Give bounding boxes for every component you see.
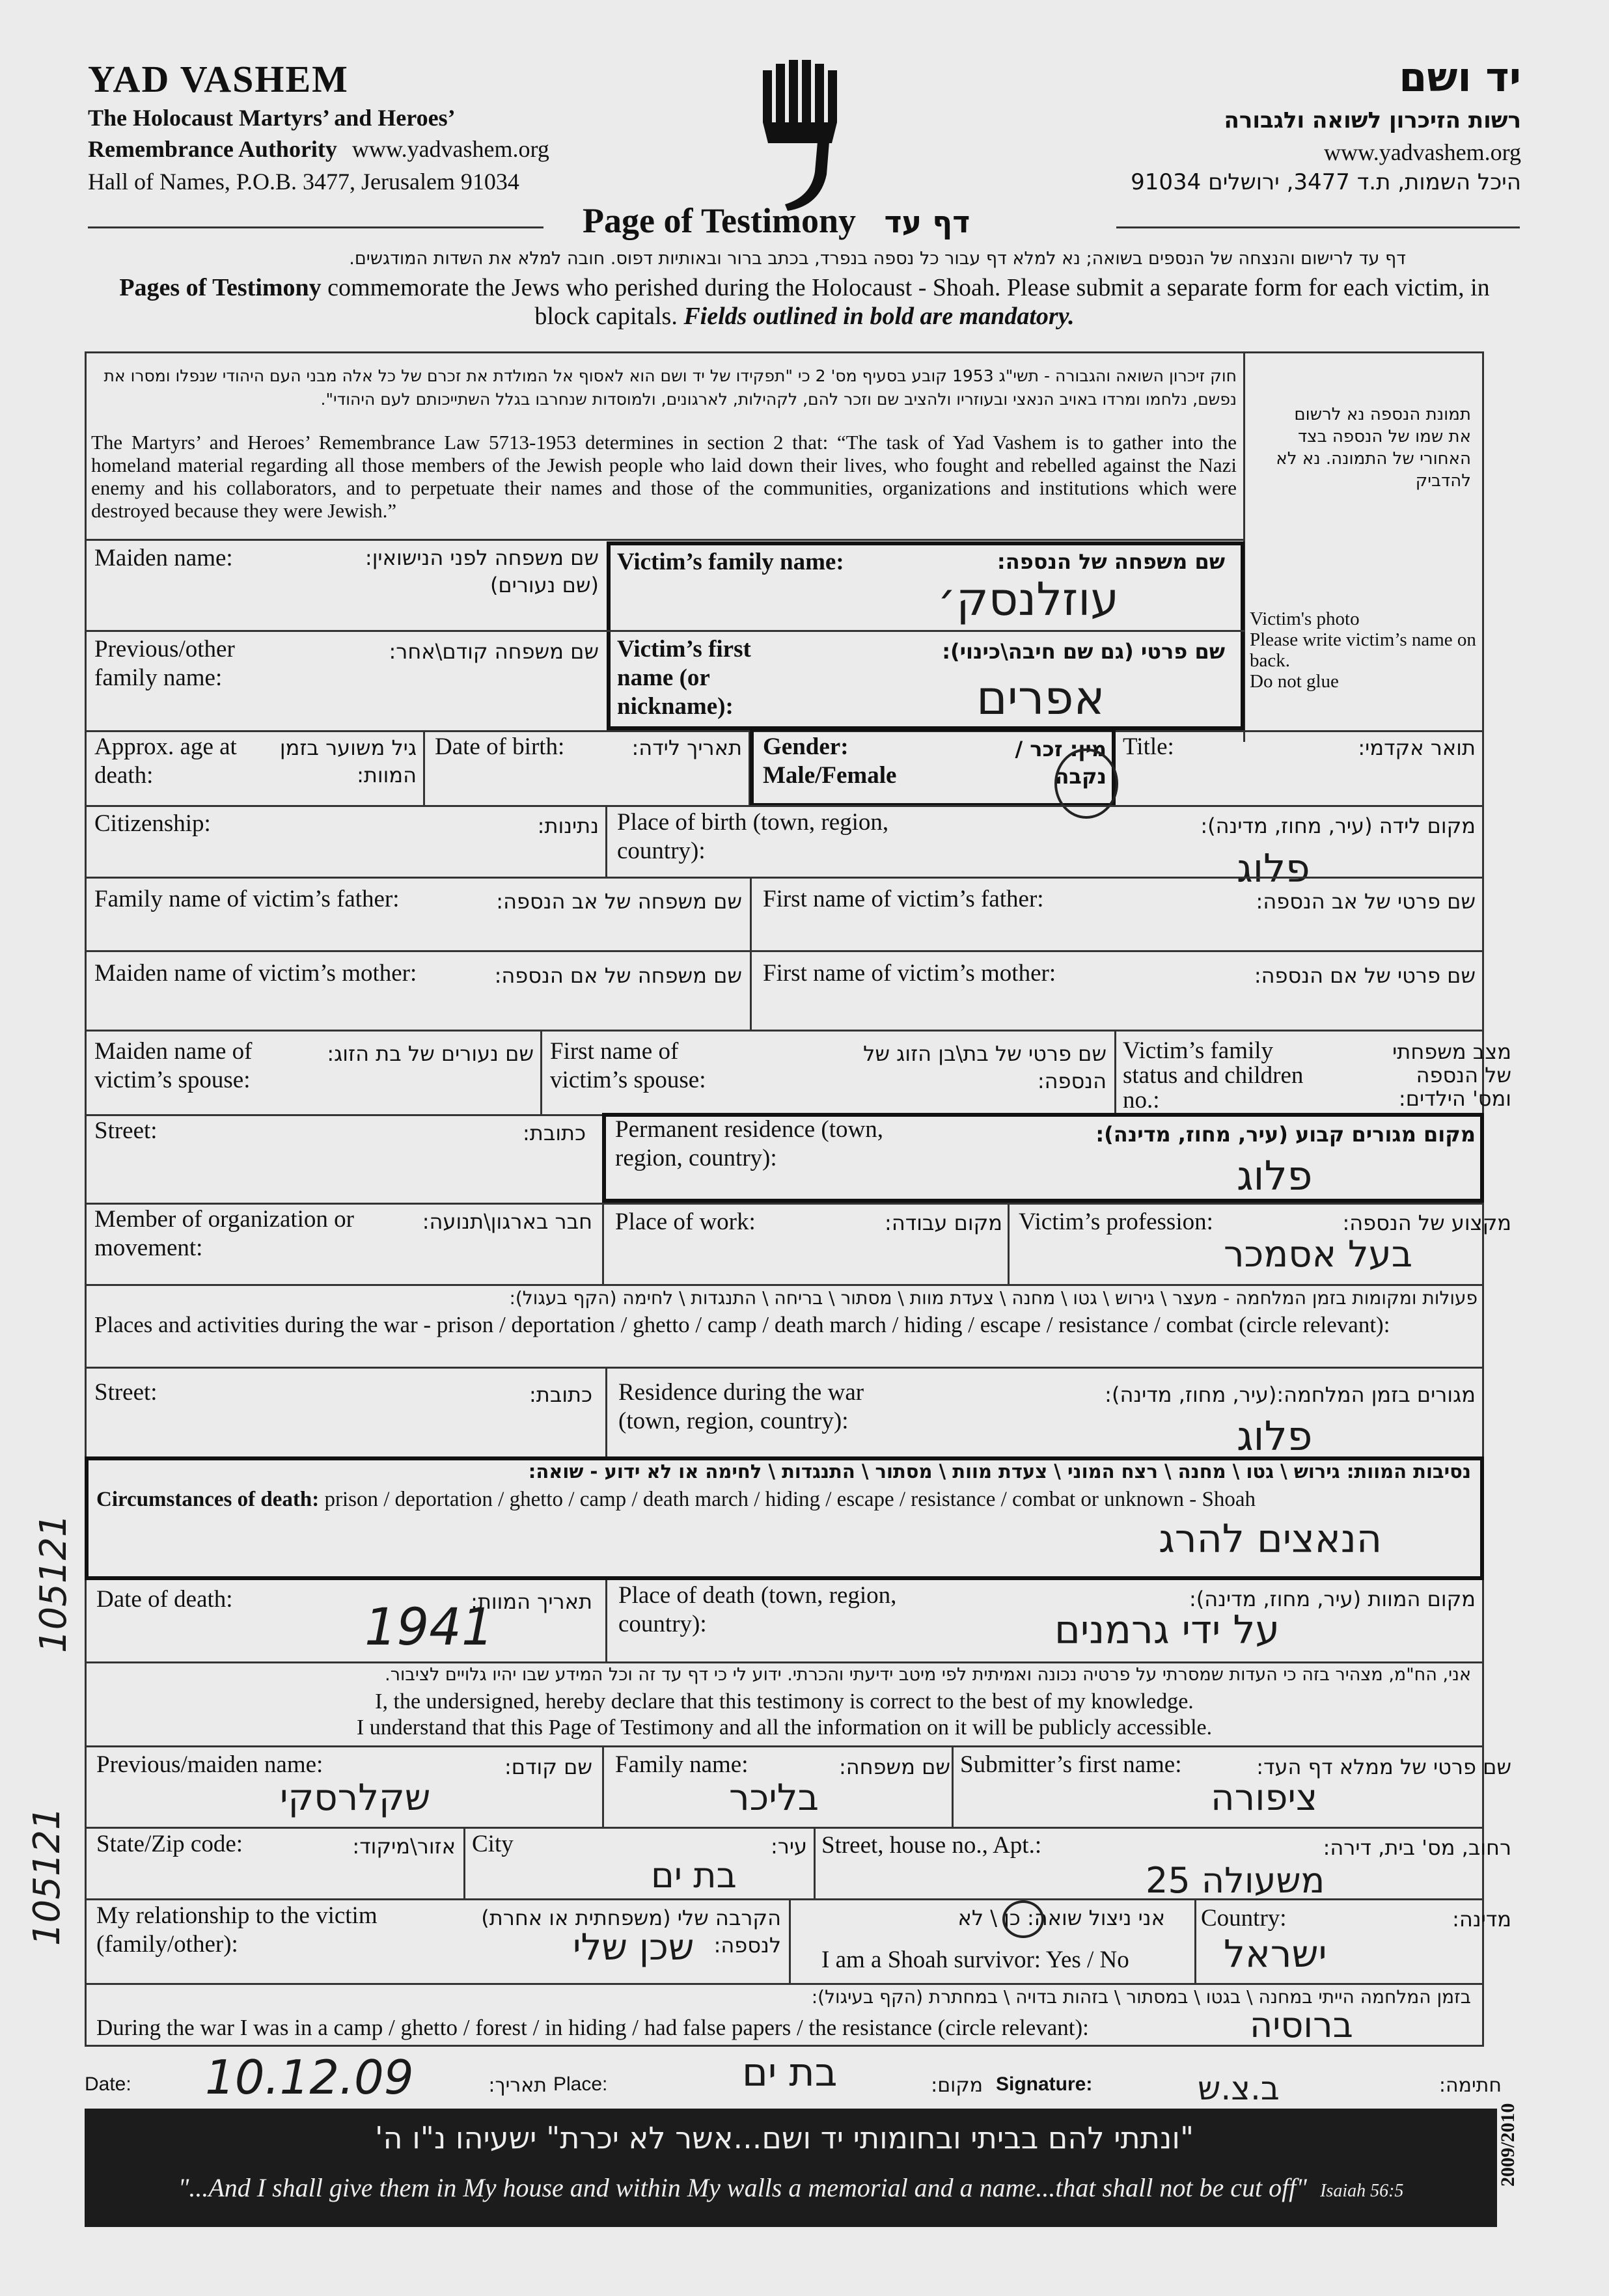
- margin-note-2: 105121: [26, 1807, 68, 1946]
- submitter-family-label: Family name:: [615, 1751, 749, 1778]
- citizenship-label: Citizenship:: [94, 810, 211, 837]
- intro-en: [98, 273, 1511, 331]
- mother-first-label-he: שם פרטי של אם הנספה:: [1254, 963, 1476, 988]
- street-apt-label-he: רחוב, מס' בית, דירה:: [1323, 1835, 1511, 1860]
- page-title-he: דף עד: [884, 204, 970, 239]
- spouse-maiden-label-he: שם נעורים של בת הזוג:: [327, 1041, 534, 1066]
- website-he-side: www.yadvashem.org: [1324, 139, 1521, 165]
- address-he: היכל השמות, ת.ד 3477, ירושלים 91034: [1131, 169, 1521, 195]
- maiden-name-label-he: שם משפחה לפני הנישואין: (שם נעורים): [364, 545, 599, 597]
- profession-label-he: מקצוע של הנספה:: [1342, 1210, 1511, 1235]
- mother-maiden-label: Maiden name of victim’s mother:: [94, 960, 417, 987]
- submitter-first-label: Submitter’s first name:: [960, 1751, 1182, 1778]
- survivor-no-circle: [1002, 1900, 1044, 1938]
- gender-label: Gender: Male/Female: [763, 733, 897, 789]
- survivor-label[interactable]: I am a Shoah survivor: Yes / No: [821, 1947, 1129, 1973]
- state-zip-label: State/Zip code:: [96, 1831, 243, 1857]
- date-label-he: תאריך:: [488, 2074, 547, 2097]
- relationship-value[interactable]: שכן שלי: [573, 1926, 694, 1969]
- places-activities-en[interactable]: Places and activities during the war - prison / deportation / ghetto / camp / death march / hiding / escape / resistance / combat (circle relevant):: [94, 1312, 1390, 1337]
- signature-label-he: חתימה:: [1438, 2074, 1502, 2097]
- victim-first-label-he: שם פרטי (גם שם חיבה\כינוי):: [942, 639, 1225, 664]
- circumstances-en-options: prison / deportation / ghetto / camp / death march / hiding / escape / resistance / combat or unknown - Shoah: [319, 1488, 1256, 1511]
- org-name-he: יד ושם: [1399, 53, 1521, 101]
- submitter-first-value[interactable]: ציפורה: [1211, 1777, 1318, 1819]
- signature-value[interactable]: ב.צ.ש: [1198, 2070, 1280, 2107]
- circumstances-en-label: Circumstances of death:: [96, 1488, 320, 1511]
- place-label: Place:: [553, 2073, 608, 2095]
- profession-value[interactable]: בעל אסמכר: [1224, 1233, 1413, 1276]
- dod-label: Date of death:: [96, 1586, 233, 1613]
- spouse-maiden-label: Maiden name of victim’s spouse:: [94, 1038, 253, 1093]
- address-en: Hall of Names, P.O.B. 3477, Jerusalem 91034: [88, 169, 519, 195]
- family-status-label-he: מצב משפחתי של הנספה ומס' הילדים:: [1392, 1039, 1511, 1111]
- submitter-prev-value[interactable]: שקלרסקי: [280, 1777, 431, 1819]
- spouse-first-label-he: שם פרטי של בת\בן הזוג של הנספה:: [863, 1041, 1107, 1093]
- page-title: [583, 200, 970, 241]
- pob-label: Place of birth (town, region, country):: [617, 809, 889, 864]
- date-label: Date:: [85, 2073, 131, 2095]
- form-year: 2009/2010: [1497, 2103, 1519, 2187]
- wartime-he: בזמן המלחמה הייתי במחנה \ בגטו \ במסתור \ בזהות בדויה \ במחתרת (הקף בעיגול):: [811, 1986, 1471, 2008]
- circumstances-value[interactable]: הנאצים להרג: [1159, 1516, 1382, 1562]
- margin-note-1: 105121: [33, 1514, 75, 1653]
- footer-quote-en-text: "...And I shall give them in My house and within My walls a memorial and a name...that shall not be cut off": [178, 2173, 1308, 2202]
- war-residence-label-he: מגורים בזמן המלחמה:(עיר, מחוז, מדינה):: [1105, 1382, 1476, 1407]
- mother-first-label: First name of victim’s mother:: [763, 960, 1056, 987]
- father-first-label: First name of victim’s father:: [763, 886, 1044, 912]
- org-subtitle-he: רשות הזיכרון לשואה ולגבורה: [1224, 107, 1521, 133]
- submitter-prev-label-he: שם קודם:: [504, 1755, 592, 1779]
- street-label-he: כתובת:: [523, 1121, 586, 1145]
- gender-circle-mark: [1054, 748, 1118, 819]
- permanent-residence-label: Permanent residence (town, region, country):: [615, 1116, 883, 1171]
- street-apt-label: Street, house no., Apt.:: [821, 1832, 1042, 1859]
- father-family-label: Family name of victim’s father:: [94, 886, 400, 912]
- war-residence-label: Residence during the war (town, region, country):: [618, 1379, 864, 1434]
- footer-quote-band: [85, 2109, 1497, 2227]
- war-street-label: Street:: [94, 1379, 158, 1406]
- declaration-en-1: I, the undersigned, hereby declare that this testimony is correct to the best of my knowledge.: [375, 1689, 1194, 1714]
- intro-he: דף עד לרישום והנצחה של הנספים בשואה; נא למלא דף עבור כל נספה בנפרד, בכתב ברור ובאותיות דפוס. חובה למלא את השדות המודגשים.: [349, 249, 1406, 269]
- photo-note-en: Please write victim’s name on back.: [1250, 629, 1476, 671]
- gender-label-he[interactable]: מין: זכר / נקבה: [1015, 737, 1107, 789]
- authority-label: Remembrance Authority: [88, 136, 337, 162]
- victim-family-value[interactable]: עוזלנסק׳: [937, 573, 1120, 626]
- page-title-en: Page of Testimony: [583, 201, 857, 240]
- city-label: City: [472, 1831, 514, 1857]
- wartime-en[interactable]: During the war I was in a camp / ghetto / forest / in hiding / had false papers / the resistance (circle relevant):: [96, 2015, 1089, 2040]
- permanent-residence-label-he: מקום מגורים קבוע (עיר, מחוז, מדינה):: [1095, 1122, 1476, 1147]
- website-en: www.yadvashem.org: [351, 136, 549, 162]
- country-label: Country:: [1201, 1905, 1287, 1932]
- title-label-he: תואר אקדמי:: [1358, 735, 1476, 760]
- intro-text: commemorate the Jews who perished during the Holocaust - Shoah. Please submit a separate form for each victim, in block capitals.: [321, 274, 1490, 330]
- circumstances-en[interactable]: [96, 1488, 1256, 1512]
- war-residence-value[interactable]: פלוג: [1237, 1412, 1313, 1460]
- pod-label: Place of death (town, region, country):: [618, 1582, 897, 1637]
- war-street-label-he: כתובת:: [529, 1382, 592, 1407]
- city-label-he: עיר:: [770, 1834, 807, 1859]
- photo-instructions-he: תמונת הנספה נא לרשום את שמו של הנספה בצד האחורי של התמונה. נא לא להדביק: [1276, 405, 1471, 491]
- submitter-prev-label: Previous/maiden name:: [96, 1751, 323, 1778]
- title-label: Title:: [1123, 733, 1174, 760]
- law-en: The Martyrs’ and Heroes’ Remembrance Law 5713-1953 determines in section 2 that: “The task of Yad Vashem is to gather into the homeland material regarding all those members of the Jewish people who laid down their lives, who fought and rebelled against the Nazi enemy and his collaborators, and to perpetuate their names and those of the communities, organizations and institutions which were destroyed because they were Jewish.”: [91, 431, 1237, 522]
- org-authority-en: [88, 135, 549, 163]
- dob-label-he: תאריך לידה:: [631, 735, 742, 760]
- pod-value[interactable]: על ידי גרמנים: [1054, 1607, 1280, 1653]
- maiden-name-label: Maiden name:: [94, 545, 233, 571]
- intro-bold: Pages of Testimony: [119, 274, 322, 301]
- law-he: חוק זיכרון השואה והגבורה - תשי"ג 1953 קובע בסעיף מס' 2 כי "תפקידו של יד ושם הוא לאסוף אל המולדת את זכרם של כל אלה מבני העם היהודי שנפלו ומסרו את נפשם, נלחמו ומרדו באויב הנאצי ובעוזריו ולהציב שם וזכר להם, לקהילות, לארגונים, ולמוסדות שנחרבו בגלל השתייכותם לעם היהודי".: [103, 366, 1237, 409]
- pob-value[interactable]: פלוג: [1237, 846, 1310, 892]
- circumstances-he: נסיבות המוות: גירוש \ גטו \ מחנה \ רצח המוני \ צעדת מוות \ מסתור \ התנגדות \ לחימה או לא ידוע - שואה:: [528, 1460, 1471, 1483]
- org-subtitle-en: The Holocaust Martyrs’ and Heroes’: [88, 105, 456, 131]
- place-label-he: מקום:: [931, 2074, 983, 2097]
- relationship-label: My relationship to the victim (family/other):: [96, 1902, 378, 1958]
- father-first-label-he: שם פרטי של אב הנספה:: [1256, 889, 1476, 914]
- places-activities-he: פעולות ומקומות בזמן המלחמה - מעצר \ גירוש \ גטו \ מחנה \ צעדת מוות \ מסתור \ בריחה \ התנגדות \ לחימה (הקף בעגול):: [509, 1287, 1478, 1309]
- spouse-first-label: First name of victim’s spouse:: [550, 1038, 706, 1093]
- photo-glue-en: Do not glue: [1250, 671, 1339, 692]
- relationship-label-he: הקרבה שלי (משפחתית או אחרת) לנספה:: [481, 1906, 781, 1958]
- victim-first-value[interactable]: אפרים: [976, 670, 1105, 725]
- footer-quote-en: [98, 2172, 1484, 2203]
- dod-label-he: תאריך המוות:: [471, 1589, 592, 1614]
- age-label: Approx. age at death:: [94, 733, 237, 789]
- footer-quote-he: "ונתתי להם בביתי ובחומותי יד ושם...אשר לא יכרת" ישעיהו נ"ו ה': [374, 2120, 1194, 2155]
- age-label-he: גיל משוער בזמן המוות:: [279, 735, 417, 787]
- street-label: Street:: [94, 1117, 158, 1144]
- mother-maiden-label-he: שם משפחה של אם הנספה:: [494, 963, 742, 988]
- photo-label-en: Victim's photo: [1250, 608, 1360, 629]
- victim-first-label: Victim’s first name (or nickname):: [617, 636, 751, 720]
- country-value[interactable]: ישראל: [1224, 1932, 1327, 1976]
- previous-family-label-he: שם משפחה קודם\אחר:: [389, 639, 599, 664]
- father-family-label-he: שם משפחה של אב הנספה:: [496, 889, 742, 914]
- member-org-label-he: חבר בארגון\תנועה:: [422, 1209, 592, 1234]
- photo-placeholder[interactable]: [1250, 608, 1478, 700]
- citizenship-label-he: נתינות:: [537, 813, 599, 838]
- yad-vashem-logo: [755, 57, 846, 213]
- pob-label-he: מקום לידה (עיר, מחוז, מדינה):: [1200, 813, 1476, 838]
- submitter-family-value[interactable]: בליכר: [729, 1777, 819, 1819]
- pod-label-he: מקום המוות (עיר, מחוז, מדינה):: [1189, 1587, 1476, 1611]
- maiden-name-field[interactable]: [91, 573, 592, 631]
- wartime-value[interactable]: ברוסיה: [1250, 2004, 1353, 2045]
- member-org-label: Member of organization or movement:: [94, 1206, 354, 1261]
- org-name-en: YAD VASHEM: [88, 58, 349, 100]
- state-zip-label-he: אזור\מיקוד:: [352, 1834, 456, 1859]
- city-value[interactable]: בת ים: [651, 1855, 737, 1896]
- dob-label: Date of birth:: [435, 733, 565, 760]
- country-label-he: מדינה:: [1452, 1907, 1511, 1932]
- submitter-first-label-he: שם פרטי של ממלא דף העד:: [1256, 1755, 1511, 1779]
- victim-family-label: Victim’s family name:: [617, 549, 844, 575]
- permanent-residence-value[interactable]: פלוג: [1237, 1152, 1313, 1199]
- victim-family-label-he: שם משפחה של הנספה:: [997, 549, 1225, 574]
- work-label-he: מקום עבודה:: [885, 1210, 1002, 1235]
- submitter-family-label-he: שם משפחה:: [838, 1755, 950, 1779]
- profession-label: Victim’s profession:: [1019, 1209, 1213, 1235]
- work-label: Place of work:: [615, 1209, 756, 1235]
- place-value[interactable]: בת ים: [742, 2050, 838, 2096]
- previous-family-label: Previous/other family name:: [94, 636, 235, 691]
- survivor-label-he: אני ניצול שואה: כן \ לא: [957, 1906, 1165, 1930]
- footer-quote-ref: Isaiah 56:5: [1320, 2181, 1404, 2201]
- intro-mandatory: Fields outlined in bold are mandatory.: [683, 303, 1075, 330]
- dod-value[interactable]: 1941: [364, 1598, 494, 1657]
- declaration-en-2: I understand that this Page of Testimony and all the information on it will be publicly accessible.: [356, 1715, 1213, 1740]
- family-status-label: Victim’s family status and children no.:: [1123, 1037, 1304, 1114]
- street-apt-value[interactable]: משעולה 25: [1146, 1860, 1325, 1901]
- declaration-he: אני, הח"מ, מצהיר בזה כי העדות שמסרתי על פרטיה נכונה ואמיתית לפי מיטב ידיעתי והכרתי. ידוע לי כי דף עד זה וכל המידע שבו יהיו גלויים לציבור.: [385, 1665, 1471, 1685]
- date-value[interactable]: 10.12.09: [205, 2050, 414, 2105]
- signature-label: Signature:: [996, 2073, 1093, 2095]
